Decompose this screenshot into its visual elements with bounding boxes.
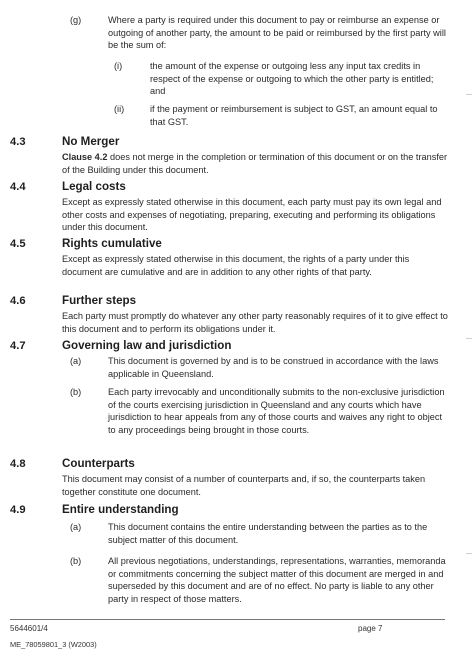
- section-4-9-a-label: (a): [70, 522, 82, 532]
- section-4-3-body: does not merge in the completion or termination of this document or on the transfer of the Building under this document.: [62, 152, 448, 175]
- section-4-5-number: 4.5: [10, 238, 26, 250]
- footer-divider: [10, 619, 445, 620]
- section-4-8-text: This document may consist of a number of counterparts and, if so, the counterparts taken together constitute one document.: [62, 474, 426, 497]
- section-4-7-a-text: This document is governed by and is to be construed in accordance with the laws applicable in Queensland.: [108, 356, 439, 379]
- section-4-3-heading: No Merger: [62, 135, 120, 148]
- section-4-6-number: 4.6: [10, 295, 26, 307]
- section-4-9-a-text: This document contains the entire understanding between the parties as to the subject matter of this document.: [108, 522, 428, 545]
- section-4-8-number: 4.8: [10, 458, 26, 470]
- footer-doc-number: 5644601/4: [10, 624, 48, 633]
- section-4-8-heading: Counterparts: [62, 457, 135, 470]
- section-4-7-number: 4.7: [10, 340, 26, 352]
- section-4-9-b-text: All previous negotiations, understandings, representations, warranties, memoranda or commitments concerning the subject matter of this document are merged in and superseded by this document and are of no effect. No party is liable to any other party in respect of those matters.: [108, 556, 446, 604]
- footer-reference: ME_78059801_3 (W2003): [10, 640, 97, 649]
- section-4-3-text: [62, 151, 452, 176]
- section-4-6-text: Each party must promptly do whatever any other party reasonably requires of it to give effect to this document and to perform its obligations under it.: [62, 311, 448, 334]
- clause-g-ii-text: if the payment or reimbursement is subject to GST, an amount equal to that GST.: [150, 104, 438, 127]
- scan-edge-mark: [466, 553, 472, 554]
- section-4-9-heading: Entire understanding: [62, 503, 179, 516]
- section-4-3-number: 4.3: [10, 136, 26, 148]
- footer-page-number: page 7: [358, 624, 383, 633]
- section-4-9-b-label: (b): [70, 556, 82, 566]
- section-4-4-heading: Legal costs: [62, 180, 126, 193]
- clause-reference: Clause 4.2: [62, 152, 108, 162]
- section-4-7-a-label: (a): [70, 356, 82, 366]
- section-4-7-b-text: Each party irrevocably and unconditionally submits to the non-exclusive jurisdiction of the courts exercising jurisdiction in Queensland and any courts which have jurisdiction to hear appeals from any of those courts and waives any right to object to any proceedings being brought in those courts.: [108, 387, 445, 435]
- clause-g-label: (g): [70, 15, 82, 25]
- section-4-4-number: 4.4: [10, 181, 26, 193]
- clause-g-text: Where a party is required under this document to pay or reimburse an expense or outgoing of another party, the amount to be paid or reimbursed by the first party will be the sum of:: [108, 15, 446, 51]
- section-4-7-heading: Governing law and jurisdiction: [62, 339, 232, 352]
- section-4-7-b-label: (b): [70, 387, 82, 397]
- section-4-4-text: Except as expressly stated otherwise in this document, each party must pay its own legal and other costs and expenses of negotiating, preparing, executing and performing its obligations under this document.: [62, 197, 442, 233]
- clause-g-i-text: the amount of the expense or outgoing less any input tax credits in respect of the expense or outgoing to which the other party is entitled; and: [150, 61, 434, 97]
- section-4-6-heading: Further steps: [62, 294, 137, 307]
- clause-g-ii-label: (ii): [114, 104, 125, 114]
- section-4-5-heading: Rights cumulative: [62, 237, 162, 250]
- scan-edge-mark: [466, 94, 472, 95]
- scan-edge-mark: [466, 338, 472, 339]
- clause-g-i-label: (i): [114, 61, 123, 71]
- section-4-9-number: 4.9: [10, 504, 26, 516]
- section-4-5-text: Except as expressly stated otherwise in this document, the rights of a party under this document are cumulative and are in addition to any other rights of that party.: [62, 254, 410, 277]
